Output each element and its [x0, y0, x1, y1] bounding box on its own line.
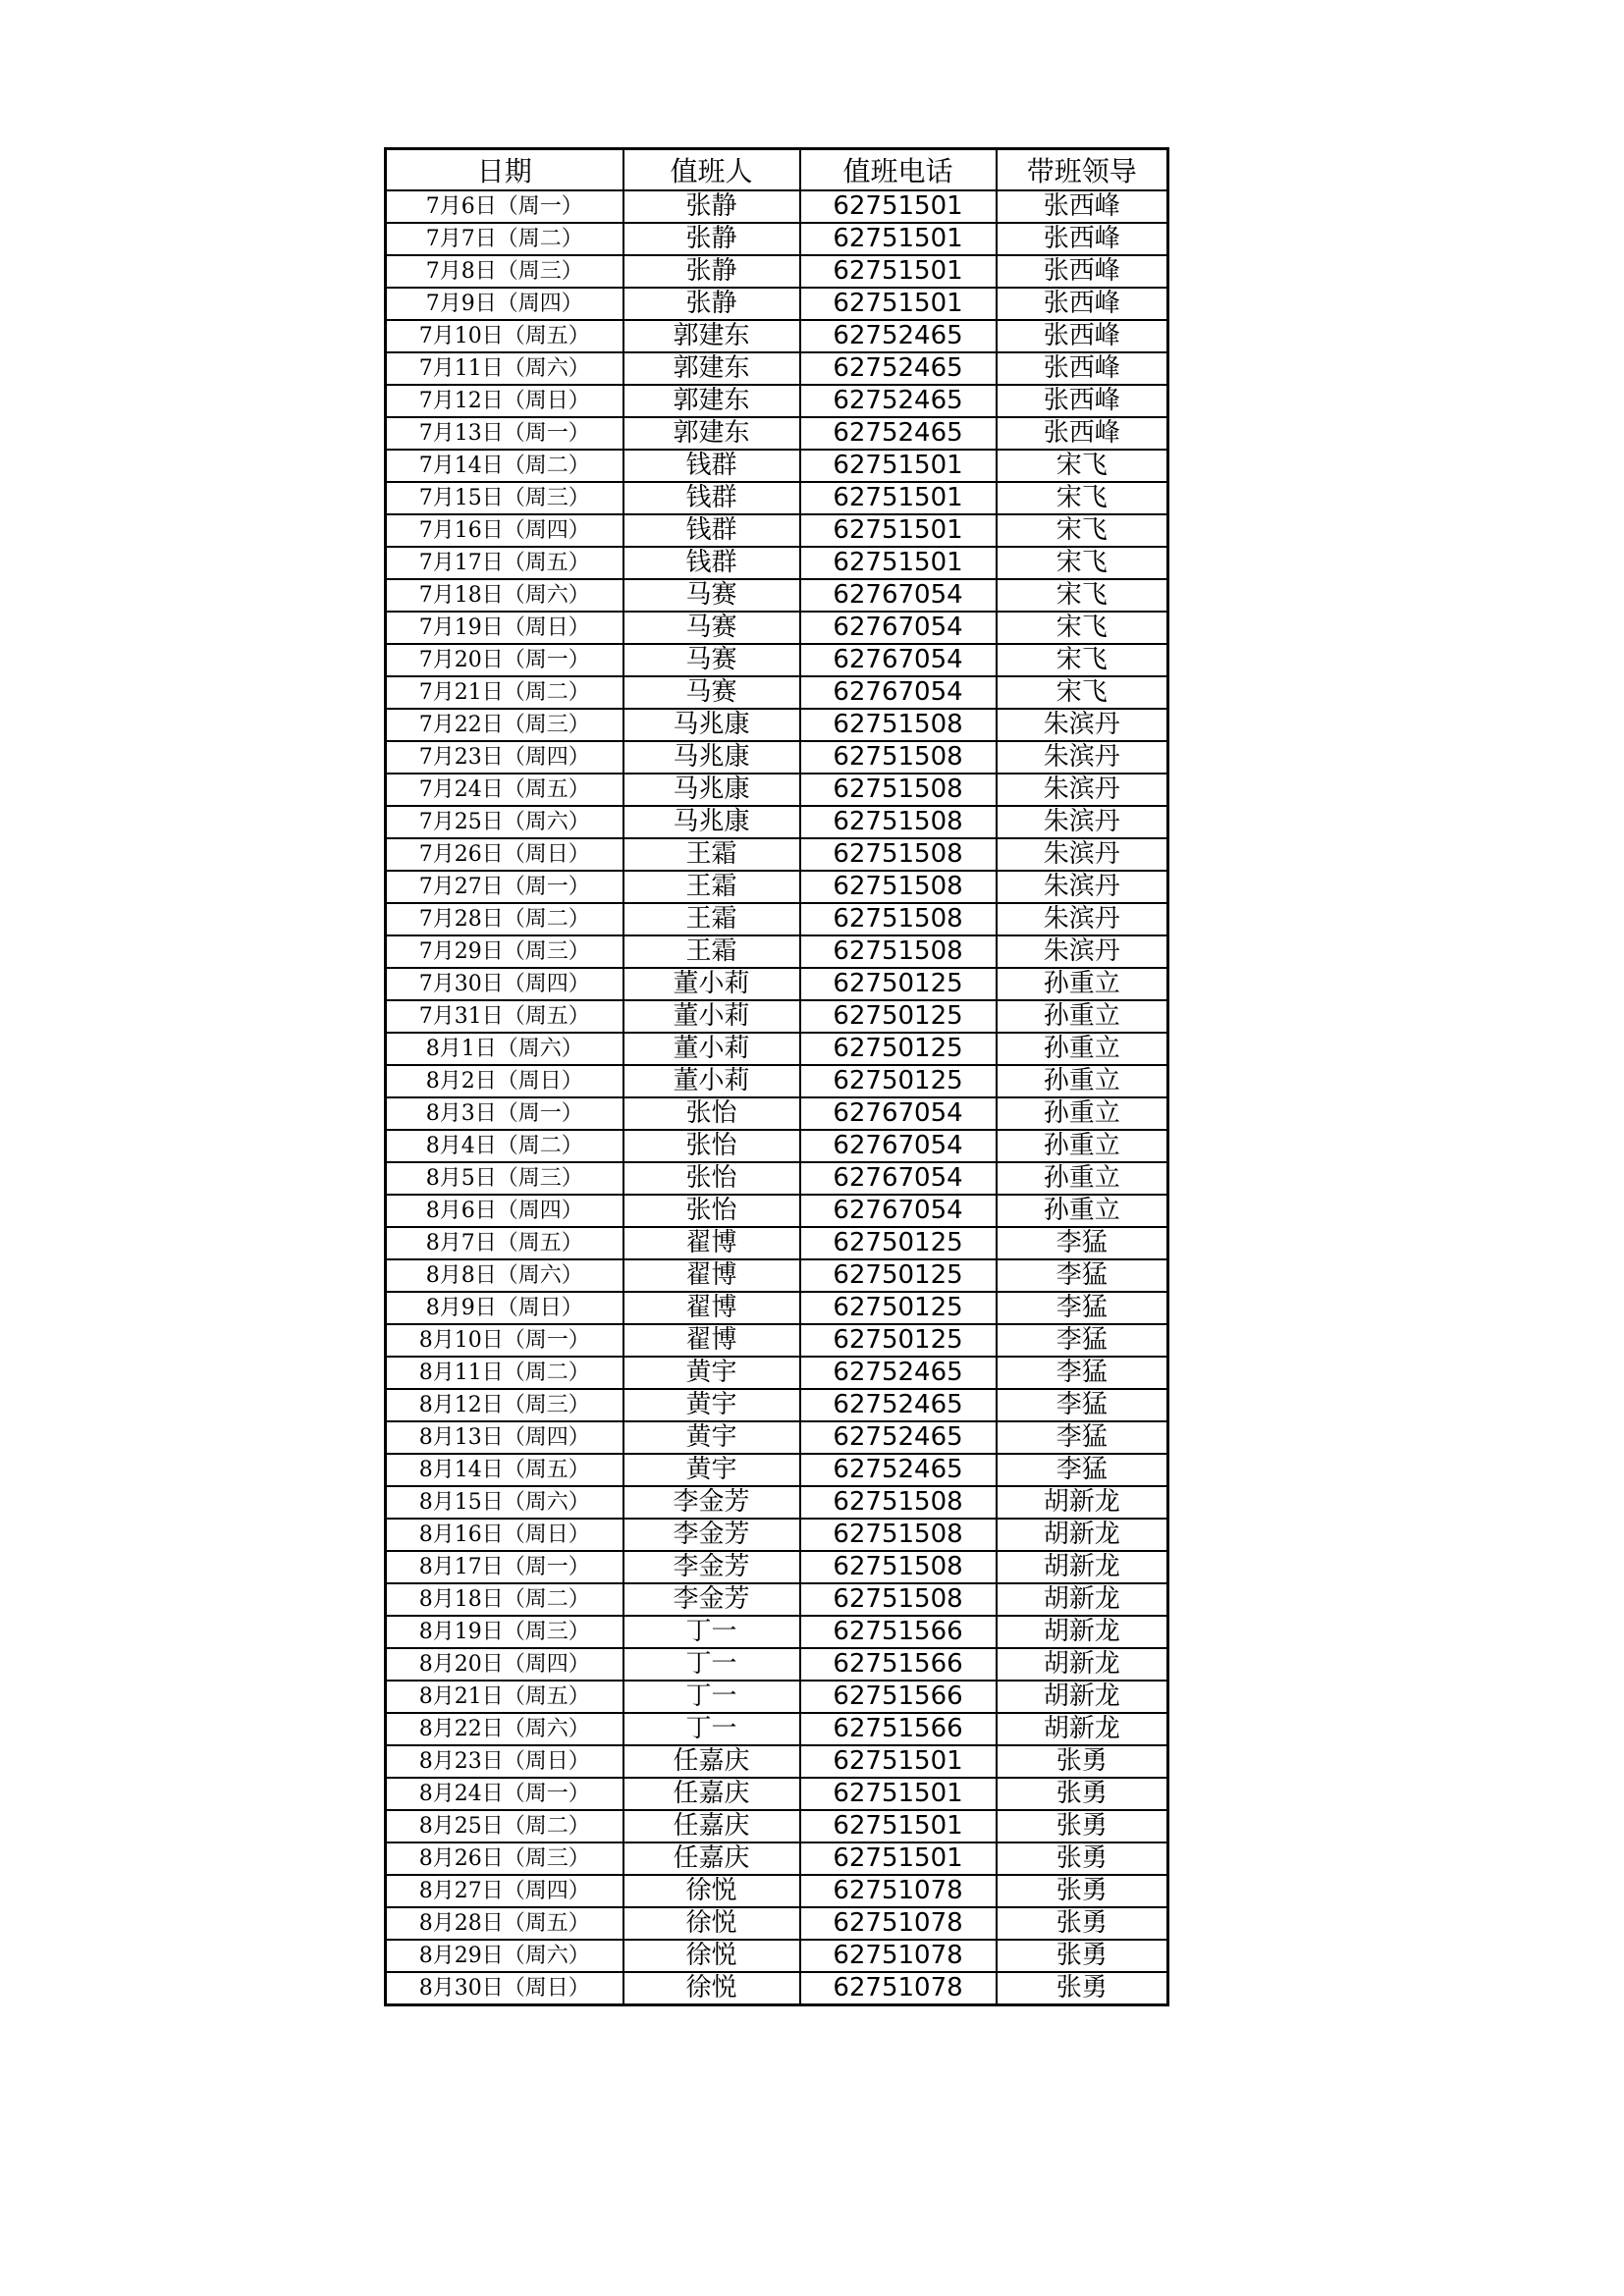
table-row	[386, 1454, 1168, 1486]
date-cell: 8月19日（周三）	[386, 1616, 623, 1648]
leader-cell: 张勇	[997, 1745, 1168, 1778]
date-cell: 8月1日（周六）	[386, 1033, 623, 1065]
date-cell: 7月11日（周六）	[386, 352, 623, 385]
leader-cell: 朱滨丹	[997, 903, 1168, 935]
date-cell: 8月11日（周二）	[386, 1357, 623, 1389]
leader-cell: 胡新龙	[997, 1551, 1168, 1583]
phone-cell: 62750125	[800, 1033, 997, 1065]
phone-cell: 62751566	[800, 1681, 997, 1713]
phone-cell: 62751566	[800, 1713, 997, 1745]
date-cell: 7月22日（周三）	[386, 709, 623, 741]
date-cell: 8月20日（周四）	[386, 1648, 623, 1681]
leader-cell: 宋飞	[997, 612, 1168, 644]
table-row	[386, 1259, 1168, 1292]
leader-cell: 胡新龙	[997, 1681, 1168, 1713]
leader-cell: 朱滨丹	[997, 935, 1168, 968]
table-row	[386, 968, 1168, 1000]
leader-cell: 张勇	[997, 1940, 1168, 1972]
leader-cell: 张西峰	[997, 417, 1168, 450]
person-cell: 郭建东	[623, 417, 800, 450]
table-row	[386, 1972, 1168, 2005]
phone-cell: 62767054	[800, 1195, 997, 1227]
phone-cell: 62767054	[800, 676, 997, 709]
table-header	[386, 149, 1168, 191]
table-row	[386, 1292, 1168, 1324]
person-cell: 郭建东	[623, 385, 800, 417]
date-cell: 7月30日（周四）	[386, 968, 623, 1000]
person-cell: 钱群	[623, 514, 800, 547]
person-cell: 翟博	[623, 1324, 800, 1357]
date-cell: 8月22日（周六）	[386, 1713, 623, 1745]
leader-cell: 朱滨丹	[997, 774, 1168, 806]
leader-cell: 孙重立	[997, 968, 1168, 1000]
leader-cell: 张西峰	[997, 190, 1168, 223]
phone-cell: 62751566	[800, 1648, 997, 1681]
person-cell: 董小莉	[623, 968, 800, 1000]
leader-cell: 朱滨丹	[997, 741, 1168, 774]
phone-cell: 62751501	[800, 514, 997, 547]
leader-cell: 张勇	[997, 1972, 1168, 2005]
person-cell: 徐悦	[623, 1907, 800, 1940]
person-cell: 郭建东	[623, 352, 800, 385]
table-row	[386, 352, 1168, 385]
date-cell: 8月24日（周一）	[386, 1778, 623, 1810]
phone-cell: 62750125	[800, 1065, 997, 1097]
leader-cell: 宋飞	[997, 514, 1168, 547]
leader-cell: 张西峰	[997, 255, 1168, 288]
person-cell: 马兆康	[623, 806, 800, 838]
leader-cell: 李猛	[997, 1389, 1168, 1421]
leader-cell: 宋飞	[997, 450, 1168, 482]
date-cell: 7月7日（周二）	[386, 223, 623, 255]
leader-cell: 宋飞	[997, 547, 1168, 579]
leader-cell: 张勇	[997, 1778, 1168, 1810]
leader-cell: 张勇	[997, 1907, 1168, 1940]
table-row	[386, 1583, 1168, 1616]
person-cell: 王霜	[623, 871, 800, 903]
date-cell: 8月12日（周三）	[386, 1389, 623, 1421]
date-cell: 7月21日（周二）	[386, 676, 623, 709]
leader-cell: 胡新龙	[997, 1713, 1168, 1745]
table-row	[386, 903, 1168, 935]
date-cell: 7月26日（周日）	[386, 838, 623, 871]
person-cell: 张静	[623, 190, 800, 223]
phone-cell: 62751501	[800, 288, 997, 320]
phone-cell: 62751508	[800, 774, 997, 806]
date-cell: 8月3日（周一）	[386, 1097, 623, 1130]
leader-cell: 孙重立	[997, 1162, 1168, 1195]
leader-cell: 孙重立	[997, 1097, 1168, 1130]
table-row	[386, 1097, 1168, 1130]
table-row	[386, 612, 1168, 644]
date-cell: 7月27日（周一）	[386, 871, 623, 903]
date-cell: 8月14日（周五）	[386, 1454, 623, 1486]
date-cell: 8月23日（周日）	[386, 1745, 623, 1778]
table-row	[386, 1519, 1168, 1551]
person-cell: 任嘉庆	[623, 1842, 800, 1875]
table-row	[386, 1357, 1168, 1389]
person-cell: 钱群	[623, 482, 800, 514]
person-cell: 张静	[623, 223, 800, 255]
table-row	[386, 1745, 1168, 1778]
person-cell: 董小莉	[623, 1033, 800, 1065]
leader-cell: 李猛	[997, 1454, 1168, 1486]
table-row	[386, 1940, 1168, 1972]
date-cell: 7月23日（周四）	[386, 741, 623, 774]
leader-cell: 孙重立	[997, 1000, 1168, 1033]
table-row	[386, 1778, 1168, 1810]
leader-cell: 李猛	[997, 1421, 1168, 1454]
phone-cell: 62751508	[800, 1519, 997, 1551]
leader-cell: 张勇	[997, 1842, 1168, 1875]
table-row	[386, 288, 1168, 320]
phone-cell: 62751501	[800, 255, 997, 288]
person-cell: 马兆康	[623, 709, 800, 741]
date-cell: 8月17日（周一）	[386, 1551, 623, 1583]
person-cell: 徐悦	[623, 1875, 800, 1907]
phone-cell: 62751501	[800, 450, 997, 482]
phone-cell: 62767054	[800, 612, 997, 644]
phone-cell: 62751078	[800, 1972, 997, 2005]
person-cell: 董小莉	[623, 1065, 800, 1097]
table-row	[386, 482, 1168, 514]
person-cell: 黄宇	[623, 1389, 800, 1421]
table-row	[386, 1000, 1168, 1033]
date-cell: 8月4日（周二）	[386, 1130, 623, 1162]
phone-cell: 62751508	[800, 1486, 997, 1519]
table-row	[386, 1907, 1168, 1940]
person-cell: 丁一	[623, 1713, 800, 1745]
phone-cell: 62750125	[800, 968, 997, 1000]
phone-cell: 62767054	[800, 644, 997, 676]
date-cell: 8月6日（周四）	[386, 1195, 623, 1227]
person-cell: 马兆康	[623, 741, 800, 774]
phone-cell: 62751566	[800, 1616, 997, 1648]
date-cell: 8月5日（周三）	[386, 1162, 623, 1195]
leader-cell: 胡新龙	[997, 1583, 1168, 1616]
person-cell: 翟博	[623, 1292, 800, 1324]
person-cell: 任嘉庆	[623, 1745, 800, 1778]
person-cell: 马赛	[623, 676, 800, 709]
phone-cell: 62750125	[800, 1000, 997, 1033]
person-cell: 李金芳	[623, 1551, 800, 1583]
table-row	[386, 1616, 1168, 1648]
date-cell: 7月6日（周一）	[386, 190, 623, 223]
person-cell: 张静	[623, 255, 800, 288]
header-phone: 值班电话	[800, 149, 997, 191]
person-cell: 张怡	[623, 1130, 800, 1162]
leader-cell: 胡新龙	[997, 1486, 1168, 1519]
table-row	[386, 547, 1168, 579]
table-body	[386, 190, 1168, 2005]
duty-schedule-table	[384, 147, 1169, 2006]
date-cell: 8月7日（周五）	[386, 1227, 623, 1259]
date-cell: 8月27日（周四）	[386, 1875, 623, 1907]
table-row	[386, 190, 1168, 223]
leader-cell: 孙重立	[997, 1130, 1168, 1162]
date-cell: 8月30日（周日）	[386, 1972, 623, 2005]
date-cell: 8月16日（周日）	[386, 1519, 623, 1551]
person-cell: 马赛	[623, 612, 800, 644]
table-row	[386, 1421, 1168, 1454]
phone-cell: 62767054	[800, 1130, 997, 1162]
table-row	[386, 579, 1168, 612]
leader-cell: 李猛	[997, 1259, 1168, 1292]
table-row	[386, 514, 1168, 547]
table-row	[386, 1227, 1168, 1259]
leader-cell: 张西峰	[997, 223, 1168, 255]
table-row	[386, 1033, 1168, 1065]
person-cell: 张怡	[623, 1162, 800, 1195]
phone-cell: 62751501	[800, 223, 997, 255]
table-row	[386, 935, 1168, 968]
phone-cell: 62752465	[800, 352, 997, 385]
person-cell: 丁一	[623, 1681, 800, 1713]
phone-cell: 62752465	[800, 417, 997, 450]
leader-cell: 朱滨丹	[997, 806, 1168, 838]
date-cell: 7月8日（周三）	[386, 255, 623, 288]
phone-cell: 62751501	[800, 547, 997, 579]
date-cell: 7月29日（周三）	[386, 935, 623, 968]
table-row	[386, 1162, 1168, 1195]
person-cell: 翟博	[623, 1227, 800, 1259]
person-cell: 马赛	[623, 579, 800, 612]
leader-cell: 孙重立	[997, 1195, 1168, 1227]
leader-cell: 张勇	[997, 1875, 1168, 1907]
date-cell: 8月29日（周六）	[386, 1940, 623, 1972]
header-leader: 带班领导	[997, 149, 1168, 191]
table-row	[386, 1389, 1168, 1421]
table-row	[386, 1195, 1168, 1227]
date-cell: 8月15日（周六）	[386, 1486, 623, 1519]
phone-cell: 62767054	[800, 1097, 997, 1130]
leader-cell: 胡新龙	[997, 1648, 1168, 1681]
date-cell: 7月19日（周日）	[386, 612, 623, 644]
table-row	[386, 741, 1168, 774]
table-row	[386, 676, 1168, 709]
table-row	[386, 1713, 1168, 1745]
header-date: 日期	[386, 149, 623, 191]
person-cell: 王霜	[623, 935, 800, 968]
leader-cell: 李猛	[997, 1292, 1168, 1324]
person-cell: 李金芳	[623, 1486, 800, 1519]
date-cell: 8月10日（周一）	[386, 1324, 623, 1357]
date-cell: 7月13日（周一）	[386, 417, 623, 450]
table-row	[386, 1551, 1168, 1583]
table-row	[386, 1324, 1168, 1357]
leader-cell: 李猛	[997, 1227, 1168, 1259]
person-cell: 张怡	[623, 1195, 800, 1227]
leader-cell: 宋飞	[997, 676, 1168, 709]
phone-cell: 62767054	[800, 1162, 997, 1195]
header-row	[386, 149, 1168, 191]
leader-cell: 张勇	[997, 1810, 1168, 1842]
table-row	[386, 255, 1168, 288]
leader-cell: 张西峰	[997, 385, 1168, 417]
leader-cell: 宋飞	[997, 644, 1168, 676]
table-row	[386, 1810, 1168, 1842]
table-row	[386, 1875, 1168, 1907]
person-cell: 郭建东	[623, 320, 800, 352]
header-person: 值班人	[623, 149, 800, 191]
phone-cell: 62752465	[800, 385, 997, 417]
phone-cell: 62750125	[800, 1259, 997, 1292]
phone-cell: 62767054	[800, 579, 997, 612]
table-row	[386, 385, 1168, 417]
person-cell: 王霜	[623, 838, 800, 871]
phone-cell: 62751508	[800, 806, 997, 838]
phone-cell: 62750125	[800, 1292, 997, 1324]
date-cell: 7月12日（周日）	[386, 385, 623, 417]
phone-cell: 62751078	[800, 1875, 997, 1907]
date-cell: 7月28日（周二）	[386, 903, 623, 935]
date-cell: 7月15日（周三）	[386, 482, 623, 514]
date-cell: 8月8日（周六）	[386, 1259, 623, 1292]
leader-cell: 张西峰	[997, 320, 1168, 352]
date-cell: 7月9日（周四）	[386, 288, 623, 320]
phone-cell: 62751501	[800, 1842, 997, 1875]
phone-cell: 62751078	[800, 1940, 997, 1972]
person-cell: 王霜	[623, 903, 800, 935]
table-row	[386, 1130, 1168, 1162]
table-row	[386, 871, 1168, 903]
date-cell: 8月25日（周二）	[386, 1810, 623, 1842]
phone-cell: 62751501	[800, 1745, 997, 1778]
date-cell: 7月25日（周六）	[386, 806, 623, 838]
person-cell: 丁一	[623, 1648, 800, 1681]
leader-cell: 宋飞	[997, 482, 1168, 514]
phone-cell: 62751501	[800, 1810, 997, 1842]
leader-cell: 李猛	[997, 1324, 1168, 1357]
leader-cell: 宋飞	[997, 579, 1168, 612]
date-cell: 8月18日（周二）	[386, 1583, 623, 1616]
phone-cell: 62751508	[800, 935, 997, 968]
table-row	[386, 1648, 1168, 1681]
person-cell: 李金芳	[623, 1583, 800, 1616]
phone-cell: 62751508	[800, 903, 997, 935]
leader-cell: 孙重立	[997, 1065, 1168, 1097]
table-row	[386, 644, 1168, 676]
phone-cell: 62752465	[800, 1389, 997, 1421]
phone-cell: 62750125	[800, 1227, 997, 1259]
leader-cell: 胡新龙	[997, 1519, 1168, 1551]
date-cell: 8月21日（周五）	[386, 1681, 623, 1713]
phone-cell: 62751501	[800, 190, 997, 223]
phone-cell: 62750125	[800, 1324, 997, 1357]
phone-cell: 62751508	[800, 1551, 997, 1583]
date-cell: 7月17日（周五）	[386, 547, 623, 579]
date-cell: 8月26日（周三）	[386, 1842, 623, 1875]
date-cell: 7月16日（周四）	[386, 514, 623, 547]
table-row	[386, 838, 1168, 871]
person-cell: 丁一	[623, 1616, 800, 1648]
person-cell: 张怡	[623, 1097, 800, 1130]
date-cell: 8月28日（周五）	[386, 1907, 623, 1940]
table-row	[386, 417, 1168, 450]
leader-cell: 李猛	[997, 1357, 1168, 1389]
date-cell: 8月13日（周四）	[386, 1421, 623, 1454]
phone-cell: 62752465	[800, 320, 997, 352]
person-cell: 黄宇	[623, 1357, 800, 1389]
person-cell: 徐悦	[623, 1972, 800, 2005]
person-cell: 翟博	[623, 1259, 800, 1292]
date-cell: 8月2日（周日）	[386, 1065, 623, 1097]
phone-cell: 62751508	[800, 741, 997, 774]
table-row	[386, 223, 1168, 255]
person-cell: 董小莉	[623, 1000, 800, 1033]
table-row	[386, 450, 1168, 482]
phone-cell: 62751508	[800, 1583, 997, 1616]
phone-cell: 62751501	[800, 1778, 997, 1810]
leader-cell: 朱滨丹	[997, 871, 1168, 903]
leader-cell: 朱滨丹	[997, 709, 1168, 741]
table-row	[386, 806, 1168, 838]
date-cell: 7月31日（周五）	[386, 1000, 623, 1033]
person-cell: 张静	[623, 288, 800, 320]
person-cell: 李金芳	[623, 1519, 800, 1551]
person-cell: 钱群	[623, 450, 800, 482]
person-cell: 任嘉庆	[623, 1810, 800, 1842]
phone-cell: 62752465	[800, 1421, 997, 1454]
person-cell: 马兆康	[623, 774, 800, 806]
date-cell: 7月24日（周五）	[386, 774, 623, 806]
table-row	[386, 1842, 1168, 1875]
date-cell: 8月9日（周日）	[386, 1292, 623, 1324]
person-cell: 徐悦	[623, 1940, 800, 1972]
leader-cell: 胡新龙	[997, 1616, 1168, 1648]
table-row	[386, 1681, 1168, 1713]
person-cell: 黄宇	[623, 1454, 800, 1486]
phone-cell: 62752465	[800, 1357, 997, 1389]
person-cell: 钱群	[623, 547, 800, 579]
person-cell: 任嘉庆	[623, 1778, 800, 1810]
date-cell: 7月14日（周二）	[386, 450, 623, 482]
leader-cell: 朱滨丹	[997, 838, 1168, 871]
phone-cell: 62752465	[800, 1454, 997, 1486]
leader-cell: 张西峰	[997, 352, 1168, 385]
phone-cell: 62751508	[800, 838, 997, 871]
phone-cell: 62751078	[800, 1907, 997, 1940]
date-cell: 7月18日（周六）	[386, 579, 623, 612]
phone-cell: 62751508	[800, 709, 997, 741]
leader-cell: 孙重立	[997, 1033, 1168, 1065]
table-row	[386, 320, 1168, 352]
table-row	[386, 774, 1168, 806]
leader-cell: 张西峰	[997, 288, 1168, 320]
table-row	[386, 1486, 1168, 1519]
phone-cell: 62751508	[800, 871, 997, 903]
date-cell: 7月20日（周一）	[386, 644, 623, 676]
table-row	[386, 709, 1168, 741]
table-row	[386, 1065, 1168, 1097]
date-cell: 7月10日（周五）	[386, 320, 623, 352]
person-cell: 黄宇	[623, 1421, 800, 1454]
phone-cell: 62751501	[800, 482, 997, 514]
person-cell: 马赛	[623, 644, 800, 676]
